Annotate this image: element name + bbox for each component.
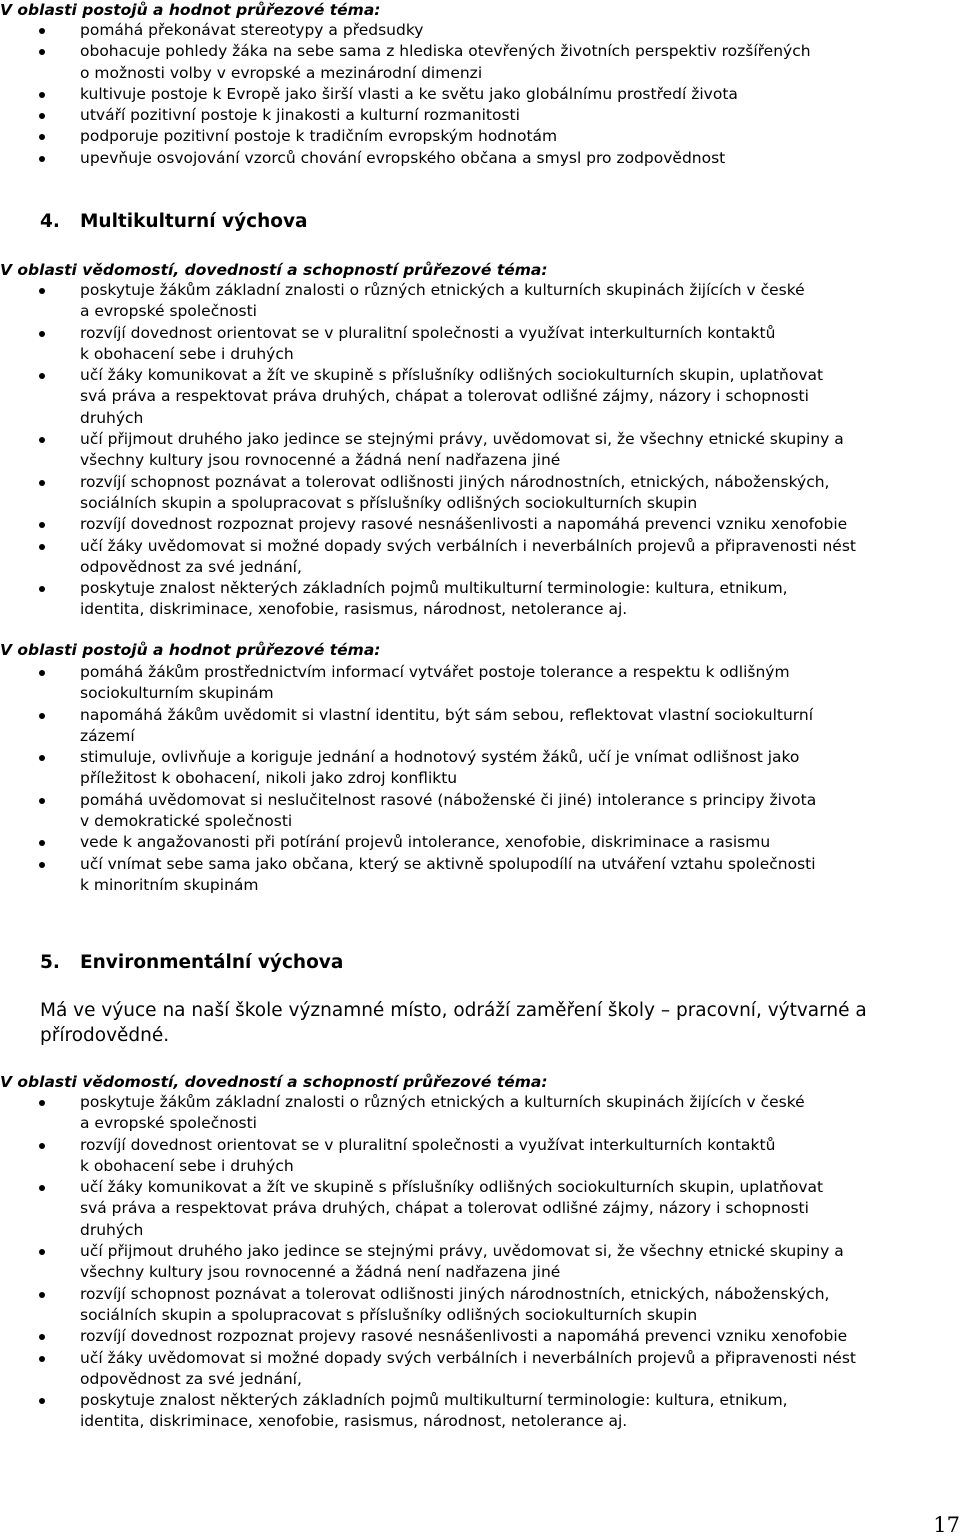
knowledge-heading: V oblasti vědomostí, dovedností a schopností průřezové téma: — [0, 1073, 548, 1091]
list-item: učí vnímat sebe sama jako občana, který se aktivně spolupodílí na utváření vztahu společnosti k minoritním skupinám — [0, 854, 960, 897]
list-item: rozvíjí dovednost orientovat se v pluralitní společnosti a využívat interkulturních kontaktů k obohacení sebe i druhých — [0, 323, 960, 366]
section-heading — [40, 210, 308, 234]
list-item: poskytuje žákům základní znalosti o různých etnických a kulturních skupinách žijících v české a evropské společnosti — [0, 280, 960, 323]
list-item: vede k angažovanosti při potírání projevů intolerance, xenofobie, diskriminace a rasismu — [0, 832, 960, 853]
values-heading: V oblasti postojů a hodnot průřezové téma: — [0, 641, 381, 659]
list-item: upevňuje osvojování vzorců chování evropského občana a smysl pro zodpovědnost — [0, 148, 960, 169]
list-item: obohacuje pohledy žáka na sebe sama z hlediska otevřených životních perspektiv rozšířených o možnosti volby v evropské a mezinárodní dimenzi — [0, 41, 960, 84]
list-item: rozvíjí dovednost orientovat se v pluralitní společnosti a využívat interkulturních kontaktů k obohacení sebe i druhých — [0, 1135, 960, 1178]
list-item: poskytuje znalost některých základních pojmů multikulturní terminologie: kultura, etnikum, identita, diskriminace, xenofobie, rasismus, národnost, netolerance aj. — [0, 1390, 960, 1433]
list-item: učí přijmout druhého jako jedince se stejnými právy, uvědomovat si, že všechny etnické skupiny a všechny kultury jsou rovnocenné a žádná není nadřazena jiné — [0, 429, 960, 472]
list-item: rozvíjí dovednost rozpoznat projevy rasové nesnášenlivosti a napomáhá prevenci vzniku xenofobie — [0, 514, 960, 535]
section-heading — [40, 951, 343, 975]
list-item: učí žáky uvědomovat si možné dopady svých verbálních i neverbálních projevů a připravenosti nést odpovědnost za své jednání, — [0, 536, 960, 579]
list-item: stimuluje, ovlivňuje a koriguje jednání a hodnotový systém žáků, učí je vnímat odlišnost jako příležitost k obohacení, nikoli jako zdroj konfliktu — [0, 747, 960, 790]
list-item: učí žáky komunikovat a žít ve skupině s příslušníky odlišných sociokulturních skupin, uplatňovat svá práva a respektovat práva druhých, chápat a tolerovat odlišné zájmy, názory i schopnosti druhých — [0, 365, 960, 429]
list-item: poskytuje znalost některých základních pojmů multikulturní terminologie: kultura, etnikum, identita, diskriminace, xenofobie, rasismus, národnost, netolerance aj. — [0, 578, 960, 621]
list-item: učí žáky komunikovat a žít ve skupině s příslušníky odlišných sociokulturních skupin, uplatňovat svá práva a respektovat práva druhých, chápat a tolerovat odlišné zájmy, názory i schopnosti druhých — [0, 1177, 960, 1241]
list-item: pomáhá žákům prostřednictvím informací vytvářet postoje tolerance a respektu k odlišným sociokulturním skupinám — [0, 662, 960, 705]
list-item: pomáhá uvědomovat si neslučitelnost rasové (náboženské či jiné) intolerance s principy života v demokratické společnosti — [0, 790, 960, 833]
section-number: 4. — [40, 211, 60, 232]
list-item: podporuje pozitivní postoje k tradičním evropským hodnotám — [0, 126, 960, 147]
list-item: pomáhá překonávat stereotypy a předsudky — [0, 20, 960, 41]
knowledge-list — [0, 1092, 960, 1433]
knowledge-list — [0, 280, 960, 621]
list-item: poskytuje žákům základní znalosti o různých etnických a kulturních skupinách žijících v české a evropské společnosti — [0, 1092, 960, 1135]
list-item: kultivuje postoje k Evropě jako širší vlasti a ke světu jako globálnímu prostředí života — [0, 84, 960, 105]
values-list — [0, 20, 960, 169]
values-list — [0, 662, 960, 896]
list-item: napomáhá žákům uvědomit si vlastní identitu, být sám sebou, reflektovat vlastní sociokulturní zázemí — [0, 705, 960, 748]
list-item: rozvíjí schopnost poznávat a tolerovat odlišnosti jiných národnostních, etnických, náboženských, sociálních skupin a spolupracovat s příslušníky odlišných sociokulturních skupin — [0, 1284, 960, 1327]
list-item: rozvíjí schopnost poznávat a tolerovat odlišnosti jiných národnostních, etnických, náboženských, sociálních skupin a spolupracovat s příslušníky odlišných sociokulturních skupin — [0, 472, 960, 515]
section-intro: Má ve výuce na naší škole významné místo, odráží zaměření školy – pracovní, výtvarné a přírodovědné. — [40, 1000, 867, 1046]
section-number: 5. — [40, 952, 60, 973]
page-number: 17 — [933, 1513, 960, 1537]
knowledge-heading: V oblasti vědomostí, dovedností a schopností průřezové téma: — [0, 261, 548, 279]
list-item: utváří pozitivní postoje k jinakosti a kulturní rozmanitosti — [0, 105, 960, 126]
list-item: učí žáky uvědomovat si možné dopady svých verbálních i neverbálních projevů a připravenosti nést odpovědnost za své jednání, — [0, 1348, 960, 1391]
list-item: rozvíjí dovednost rozpoznat projevy rasové nesnášenlivosti a napomáhá prevenci vzniku xenofobie — [0, 1326, 960, 1347]
section-title: Multikulturní výchova — [80, 211, 308, 232]
values-heading: V oblasti postojů a hodnot průřezové téma: — [0, 1, 381, 19]
list-item: učí přijmout druhého jako jedince se stejnými právy, uvědomovat si, že všechny etnické skupiny a všechny kultury jsou rovnocenné a žádná není nadřazena jiné — [0, 1241, 960, 1284]
section-title: Environmentální výchova — [80, 952, 344, 973]
